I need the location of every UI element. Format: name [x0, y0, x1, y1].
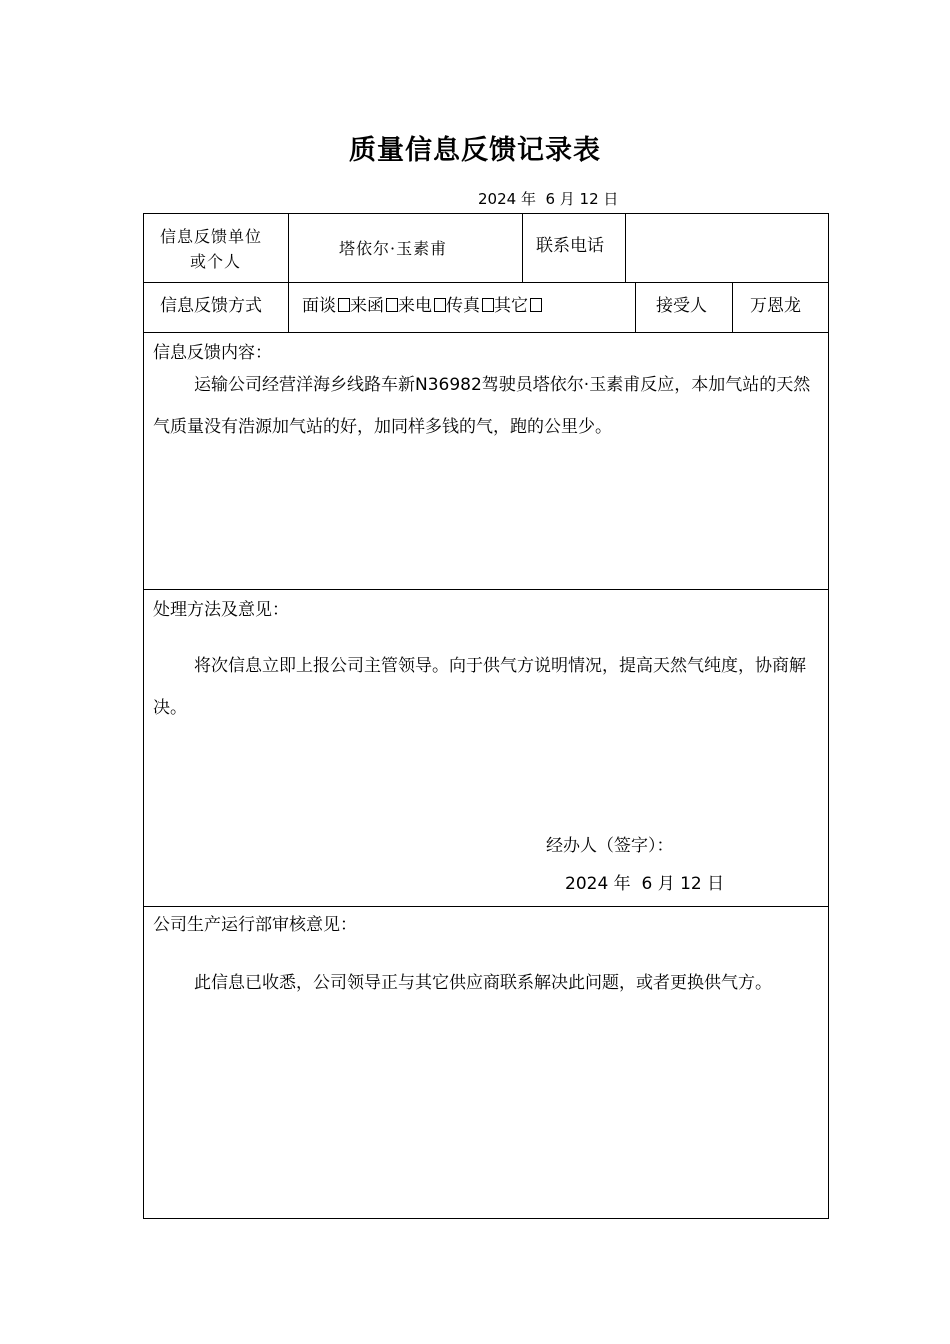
feedback-label: 信息反馈内容： [153, 343, 272, 363]
column-divider [288, 214, 289, 332]
method-option-phone[interactable]: 来电 [398, 296, 446, 316]
signer-label: 经办人（签字）： [546, 836, 674, 856]
checkbox-icon[interactable] [434, 298, 446, 312]
unit-value: 塔依尔·玉素甫 [339, 239, 448, 258]
record-date: 2024 年 6 月 12 日 [478, 190, 619, 208]
feedback-content: 运输公司经营洋海乡线路车新N36982驾驶员塔依尔·玉素甫反应，本加气站的天然气质量没有浩源加气站的好，加同样多钱的气，跑的公里少。 [153, 375, 811, 437]
method-option-meeting[interactable]: 面谈 [302, 296, 350, 316]
column-divider [625, 214, 626, 282]
checkbox-icon[interactable] [530, 298, 542, 312]
row-divider [144, 589, 828, 590]
column-divider [522, 214, 523, 282]
checkbox-icon[interactable] [386, 298, 398, 312]
feedback-form [143, 213, 829, 1219]
checkbox-icon[interactable] [482, 298, 494, 312]
handling-date: 2024 年 6 月 12 日 [565, 874, 725, 894]
handling-content: 将次信息立即上报公司主管领导。向于供气方说明情况，提高天然气纯度，协商解决。 [153, 656, 806, 718]
column-divider [635, 282, 636, 332]
phone-label: 联系电话 [536, 236, 604, 256]
row-divider [144, 332, 828, 333]
review-content: 此信息已收悉，公司领导正与其它供应商联系解决此问题，或者更换供气方。 [194, 973, 772, 993]
method-option-letter[interactable]: 来函 [350, 296, 398, 316]
receiver-value: 万恩龙 [750, 296, 801, 316]
method-option-other[interactable]: 其它 [494, 296, 542, 316]
row-divider [144, 906, 828, 907]
method-label: 信息反馈方式 [160, 296, 262, 316]
column-divider [732, 282, 733, 332]
method-options [302, 291, 542, 316]
unit-label: 信息反馈单位 或个人 [160, 227, 263, 271]
handling-label: 处理方法及意见： [153, 600, 289, 620]
method-option-fax[interactable]: 传真 [446, 296, 494, 316]
receiver-label: 接受人 [656, 296, 707, 316]
review-label: 公司生产运行部审核意见： [153, 915, 357, 935]
page-title: 质量信息反馈记录表 [349, 135, 601, 166]
checkbox-icon[interactable] [338, 298, 350, 312]
row-divider [144, 282, 828, 283]
